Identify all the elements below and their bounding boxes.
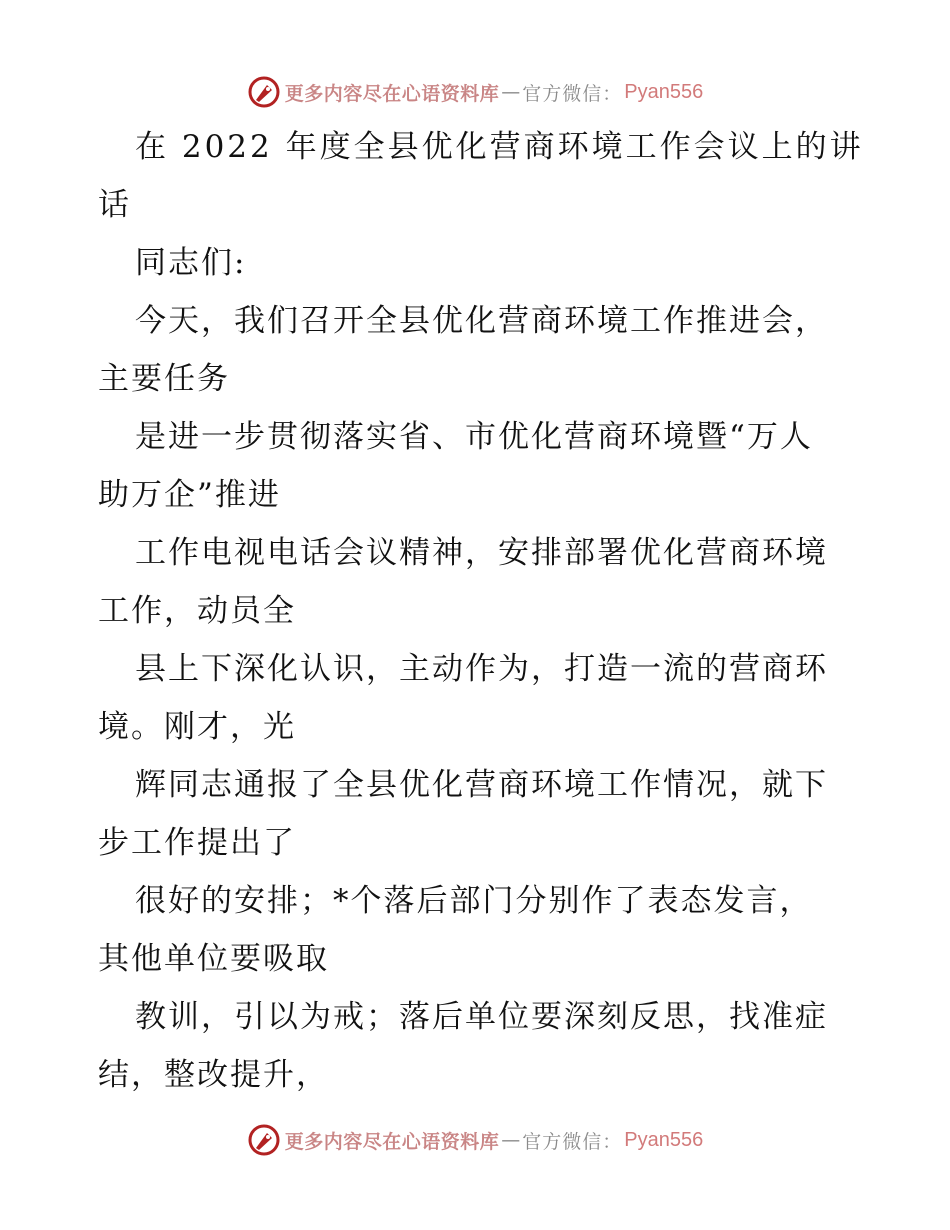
watermark-separator: — [501, 81, 521, 103]
paragraph-line: 教训，引以为戒；落后单位要深刻反思，找准症 [135, 999, 828, 1035]
watermark-wechat-id: Pyan556 [624, 80, 704, 103]
watermark-brand-text: 更多内容尽在心语资料库 [284, 1130, 500, 1153]
pen-nib-logo-icon [247, 75, 281, 109]
watermark-separator: — [501, 1129, 521, 1151]
paragraph-line: 县上下深化认识，主动作为，打造一流的营商环 [135, 651, 828, 687]
paragraph-line: 步工作提出了 [98, 825, 296, 861]
paragraph-line: 境。刚才，光 [98, 709, 296, 745]
watermark-wechat-id: Pyan556 [624, 1128, 704, 1151]
paragraph-line: 助万企”推进 [98, 477, 281, 513]
paragraph-line: 主要任务 [98, 361, 230, 397]
document-body [98, 118, 864, 1104]
salutation: 同志们: [135, 245, 247, 281]
document-title-line-2: 话 [98, 187, 131, 223]
paragraph-line: 其他单位要吸取 [98, 941, 329, 977]
watermark-wechat-label: 官方微信： [522, 82, 623, 105]
footer-watermark [0, 1118, 950, 1162]
pen-nib-logo-icon [247, 1123, 281, 1157]
header-watermark [0, 70, 950, 114]
watermark-wechat-label: 官方微信： [522, 1130, 623, 1153]
document-title-line-1: 在 2022 年度全县优化营商环境工作会议上的讲 [135, 129, 864, 165]
paragraph-line: 辉同志通报了全县优化营商环境工作情况，就下 [135, 767, 828, 803]
paragraph-line: 工作，动员全 [98, 593, 296, 629]
paragraph-line: 今天，我们召开全县优化营商环境工作推进会， [135, 303, 828, 339]
paragraph-line: 是进一步贯彻落实省、市优化营商环境暨“万人 [135, 419, 813, 455]
paragraph-line: 很好的安排；*个落后部门分别作了表态发言， [135, 883, 813, 919]
paragraph-line: 结，整改提升， [98, 1057, 329, 1093]
paragraph-line: 工作电视电话会议精神，安排部署优化营商环境 [135, 535, 828, 571]
watermark-brand-text: 更多内容尽在心语资料库 [284, 82, 500, 105]
